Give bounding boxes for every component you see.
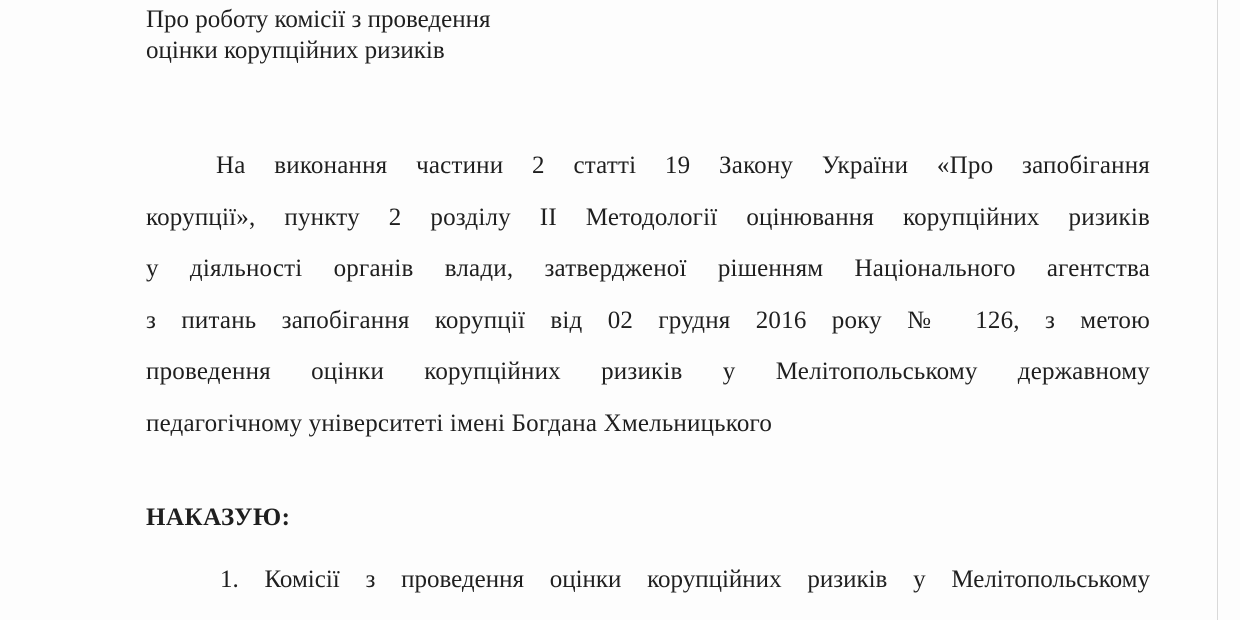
preamble-paragraph	[146, 140, 1150, 449]
title-line-1: Про роботу комісії з проведення	[146, 6, 491, 33]
preamble-line: педагогічному університеті імені Богдана Хмельницького	[146, 409, 773, 437]
order-item-1: 1. Комісії з проведення оцінки корупційних ризиків у Мелітопольському	[220, 566, 1150, 593]
page-edge-divider	[1217, 0, 1218, 620]
order-heading: НАКАЗУЮ:	[146, 504, 291, 531]
preamble-line: На виконання частини 2 статті 19 Закону України «Про запобігання	[216, 152, 1150, 179]
preamble-line: у діяльності органів влади, затвердженої рішенням Національного агентства	[146, 255, 1150, 282]
preamble-line: з питань запобігання корупції від 02 грудня 2016 року № 126, з метою	[146, 306, 1150, 334]
preamble-line: корупції», пункту 2 розділу ІІ Методології оцінювання корупційних ризиків	[146, 203, 1150, 231]
title-line-2: оцінки корупційних ризиків	[146, 37, 445, 64]
document-title	[146, 4, 490, 66]
preamble-line: проведення оцінки корупційних ризиків у Мелітопольському державному	[146, 358, 1150, 385]
